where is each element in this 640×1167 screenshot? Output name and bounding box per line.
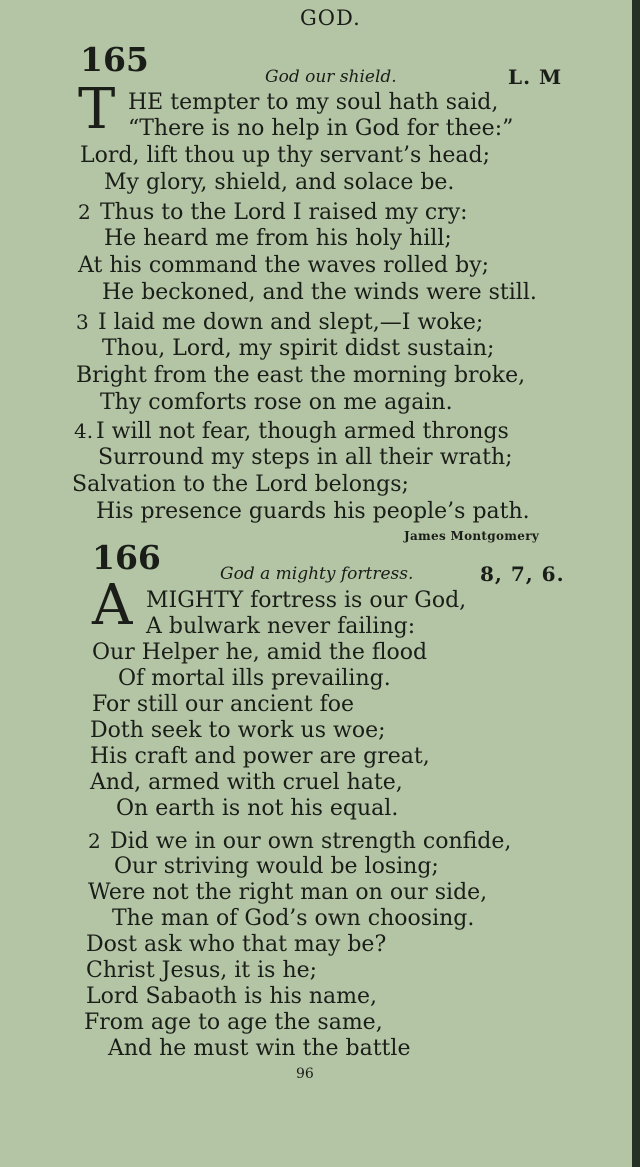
verse-line: At his command the waves rolled by; — [78, 253, 490, 278]
verse-line: My glory, shield, and solace be. — [104, 170, 455, 195]
verse-line: For still our ancient foe — [92, 692, 355, 717]
verse-line: Christ Jesus, it is he; — [86, 958, 318, 983]
verse-line: Thy comforts rose on me again. — [100, 390, 453, 415]
verse-line: I laid me down and slept,—I woke; — [98, 310, 484, 335]
stanza-number: 3 — [76, 310, 89, 334]
stanza-number: 4. — [74, 419, 94, 443]
hymn-meter: 8, 7, 6. — [480, 562, 565, 586]
verse-line: And, armed with cruel hate, — [90, 770, 403, 795]
stanza — [88, 828, 511, 855]
verse-line: He heard me from his holy hill; — [104, 226, 452, 251]
verse-line: Of mortal ills prevailing. — [118, 666, 391, 691]
verse-line: Our striving would be losing; — [114, 854, 439, 879]
verse-line: MIGHTY fortress is our God, — [146, 588, 467, 613]
verse-line: The man of God’s own choosing. — [112, 906, 475, 931]
verse-line: His craft and power are great, — [90, 744, 430, 769]
verse-line: “There is no help in God for thee:” — [128, 116, 514, 141]
verse-line: Dost ask who that may be? — [86, 932, 387, 957]
verse-line: A bulwark never failing: — [146, 614, 416, 639]
verse-line: HE tempter to my soul hath said, — [128, 90, 499, 115]
author-credit: James Montgomery — [404, 529, 540, 543]
page-edge — [632, 0, 640, 1167]
hymn-number: 165 — [80, 40, 149, 79]
verse-line: Thou, Lord, my spirit didst sustain; — [102, 336, 495, 361]
verse-line: Were not the right man on our side, — [88, 880, 488, 905]
verse-line: Lord Sabaoth is his name, — [86, 984, 378, 1009]
drop-cap: T — [78, 77, 116, 142]
hymn-number: 166 — [92, 538, 161, 577]
stanza — [74, 418, 509, 445]
verse-line: Did we in our own strength confide, — [110, 829, 512, 854]
verse-line: Doth seek to work us woe; — [90, 718, 386, 743]
verse-line: Salvation to the Lord belongs; — [72, 472, 409, 497]
verse-line: He beckoned, and the winds were still. — [102, 280, 537, 305]
verse-line: Lord, lift thou up thy servant’s head; — [80, 143, 491, 168]
verse-line: Bright from the east the morning broke, — [76, 363, 526, 388]
verse-line: Our Helper he, amid the flood — [92, 640, 428, 665]
hymn-title: God a mighty fortress. — [220, 564, 414, 584]
stanza-number: 2 — [88, 829, 101, 853]
stanza-number: 2 — [78, 200, 91, 224]
page-header: GOD. — [300, 6, 361, 30]
hymn-title: God our shield. — [265, 67, 397, 87]
verse-line: Thus to the Lord I raised my cry: — [100, 200, 468, 225]
stanza — [76, 309, 483, 336]
verse-line: From age to age the same, — [84, 1010, 383, 1035]
drop-cap: A — [92, 573, 133, 638]
verse-line: On earth is not his equal. — [116, 796, 399, 821]
page-number: 96 — [296, 1066, 314, 1082]
stanza — [78, 199, 468, 226]
verse-line: And he must win the battle — [108, 1036, 411, 1061]
verse-line: I will not fear, though armed throngs — [96, 419, 509, 444]
hymn-meter: L. M — [508, 65, 563, 89]
verse-line: Surround my steps in all their wrath; — [98, 445, 513, 470]
verse-line: His presence guards his people’s path. — [96, 499, 530, 524]
